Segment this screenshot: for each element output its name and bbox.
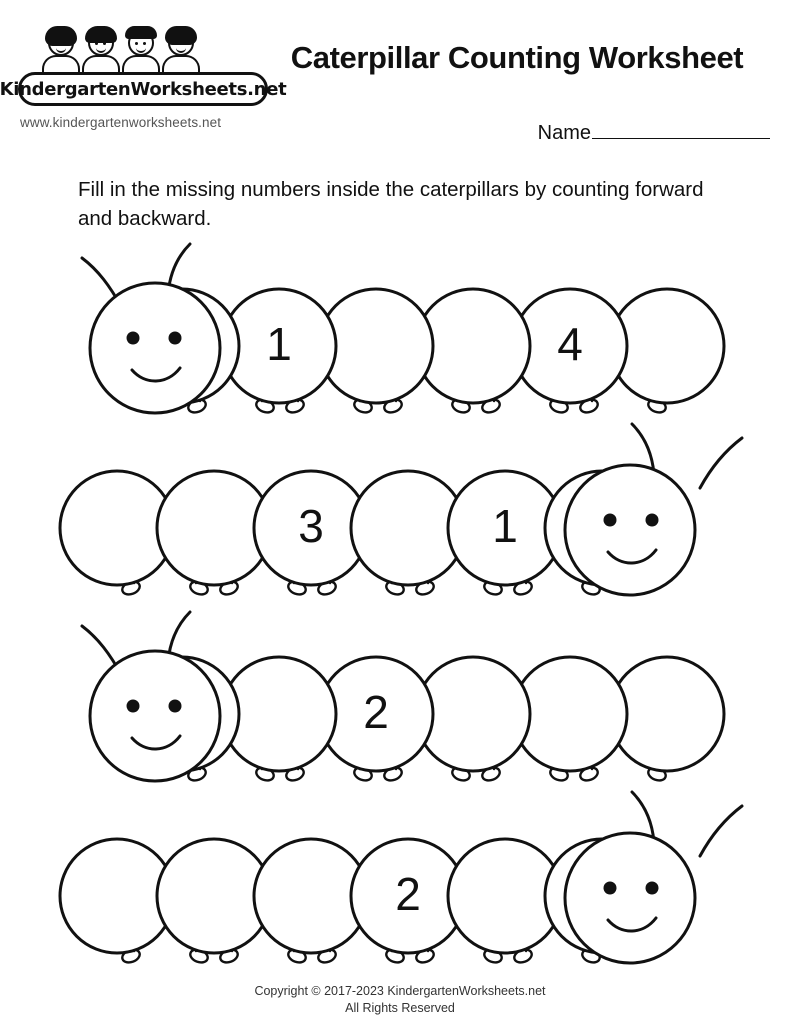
eye-right-3 xyxy=(169,700,182,713)
caterpillar-head-1 xyxy=(90,283,220,413)
worksheet-area xyxy=(0,238,800,968)
name-input-line[interactable] xyxy=(592,120,770,139)
kid-figure-1 xyxy=(40,26,84,74)
kid-figure-2 xyxy=(80,26,124,74)
page-title: Caterpillar Counting Worksheet xyxy=(290,40,744,75)
eye-right-4 xyxy=(646,882,659,895)
instructions-text: Fill in the missing numbers inside the caterpillars by counting forward and backward. xyxy=(78,178,704,230)
caterpillar-row-1 xyxy=(82,244,724,415)
segment-number-4-4: 2 xyxy=(395,868,421,921)
logo-banner xyxy=(0,72,287,106)
segment-number-2-5: 1 xyxy=(492,500,518,553)
caterpillar-head-4 xyxy=(565,833,695,963)
eye-left-1 xyxy=(127,332,140,345)
logo-brand-text: KindergartenWorksheets.net xyxy=(0,78,287,100)
name-field-row xyxy=(538,120,770,145)
kid-figure-4 xyxy=(160,26,204,74)
segment-number-1-5: 4 xyxy=(557,318,583,371)
site-logo xyxy=(0,26,287,130)
logo-kids-illustration xyxy=(40,26,268,74)
name-label: Name xyxy=(537,122,591,144)
logo-url-text: www.kindergartenworksheets.net xyxy=(20,115,222,130)
footer-rights: All Rights Reserved xyxy=(345,1001,455,1015)
caterpillar-head-3 xyxy=(90,651,220,781)
segment-number-3-3: 2 xyxy=(363,686,389,739)
eye-left-4 xyxy=(604,882,617,895)
caterpillar-row-2 xyxy=(60,424,742,597)
caterpillar-row-3 xyxy=(82,612,724,783)
segment-number-1-2: 1 xyxy=(266,318,292,371)
kid-figure-3 xyxy=(120,26,164,74)
caterpillar-head-2 xyxy=(565,465,695,595)
caterpillar-row-4 xyxy=(60,792,742,965)
eye-left-3 xyxy=(127,700,140,713)
page-footer xyxy=(0,983,800,1017)
eye-right-2 xyxy=(646,514,659,527)
eye-right-1 xyxy=(169,332,182,345)
page-header xyxy=(0,0,800,150)
eye-left-2 xyxy=(604,514,617,527)
footer-copyright: Copyright © 2017-2023 KindergartenWorksheets.net xyxy=(254,984,546,998)
segment-number-2-3: 3 xyxy=(298,500,324,553)
